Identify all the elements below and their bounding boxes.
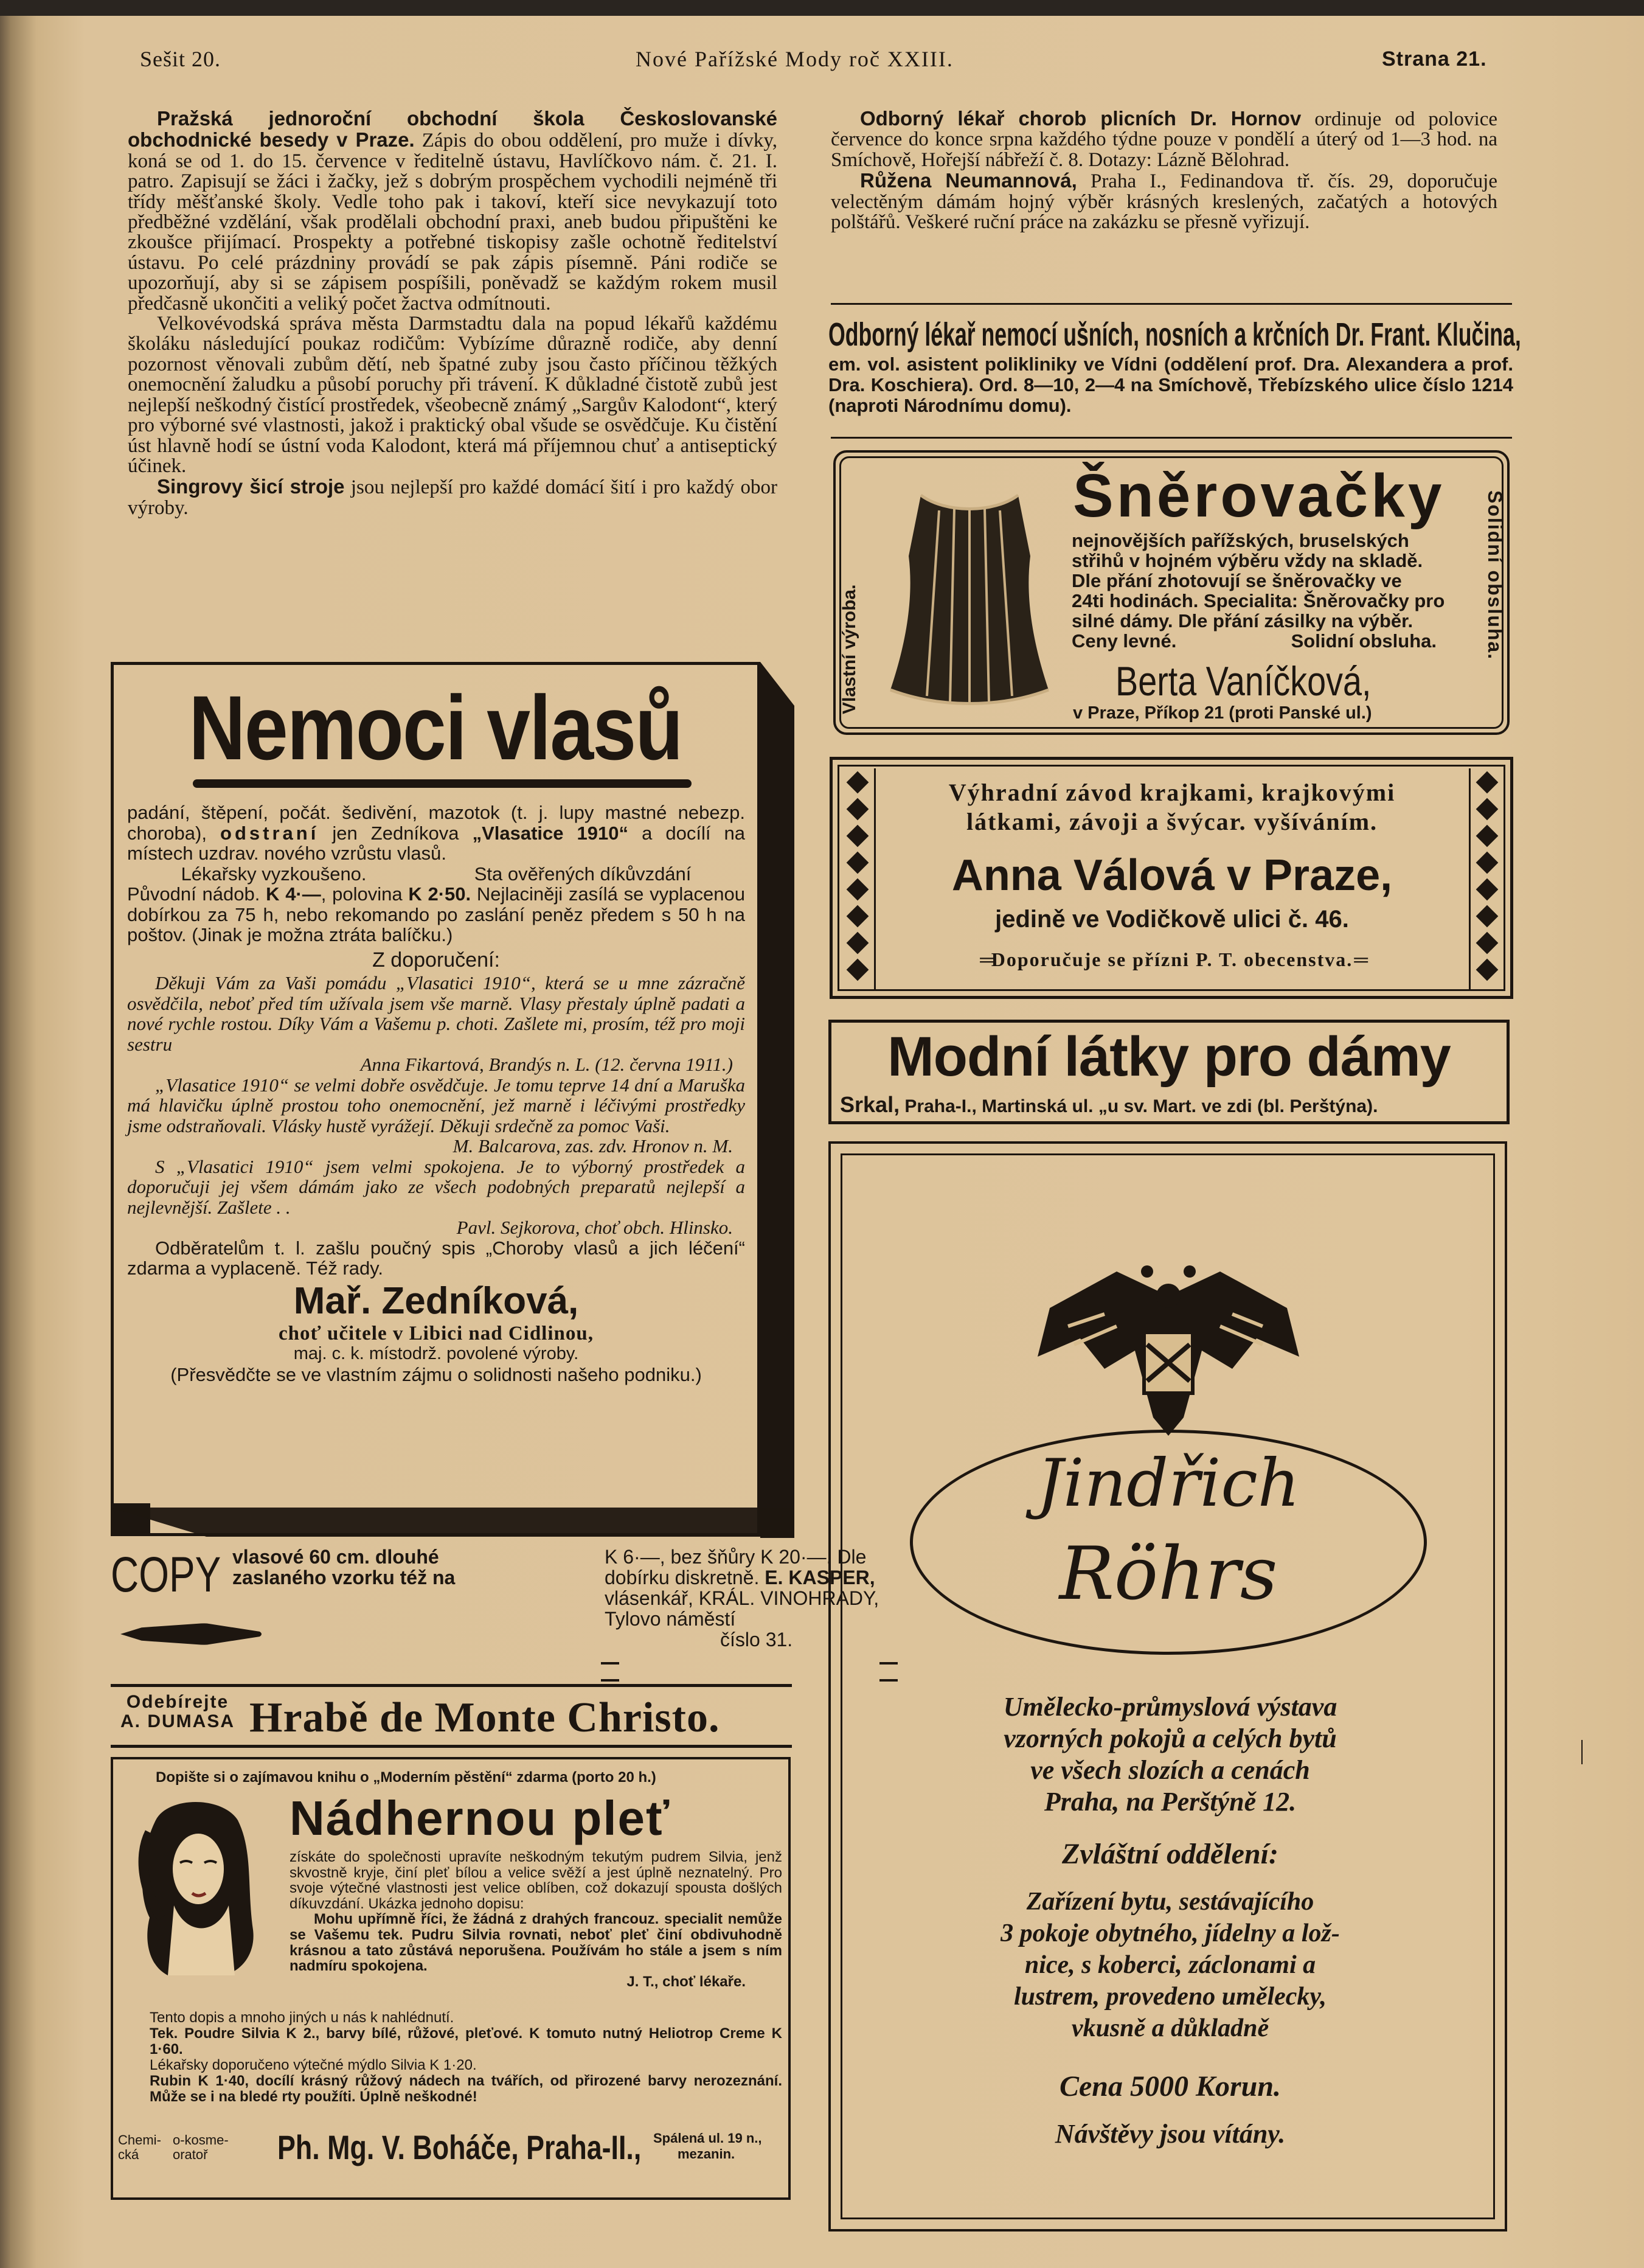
testimonial-3-signature: Pavl. Sejkorova, choť obch. Hlinsko. — [456, 1217, 733, 1238]
divider — [111, 1745, 792, 1748]
rohrs-visit: Návštěvy jsou vítány. — [1055, 2119, 1286, 2149]
scan-top-edge — [0, 0, 1644, 16]
testimonial-2-signature: M. Balcarova, zas. zdv. Hronov n. M. — [453, 1135, 733, 1157]
ad-monte-christo: Odebírejte A. DUMASA Hrabě de Monte Christo. — [120, 1692, 720, 1741]
ad-nemoci-title-area — [114, 665, 757, 817]
margin-mark — [1581, 1740, 1583, 1764]
ad-nemoci-shadow-bottom — [111, 1508, 794, 1537]
ad-nemoci-body: padání, štěpení, počát. šedivění, mazotok (t. j. lupy mastné nebezp. choroba), odstraní jen Zedníkova „Vlasatice 1910“ a docílí na místech uzdrav. nového vzrůstu vlasů. Lékařsky vyzkoušeno. Sta ověřených díkůvzdání Původní nádob. K 4·—, polovina K 2·50. Nejlaciněji zasílá se vyplacenou dobírkou za 75 h, nebo rekomando po zaslání peněz předem s 50 h na poštov. (Jinak je možna ztráta balíčku.) Z doporučení: Děkuji Vám za Vaši pomádu „Vlasatici 1910“, která se u mne zázračně osvědčila, neboť před tím užívala jsem vše marně. Vlasy přestaly úplně padati a nové rychle rostou. Díky Vám a Vašemu p. choti. Zašlete mi, prosím, též pro moji sestru Anna Fikartová, Brandýs n. L. (12. června 1911.) „Vlasatice 1910“ se velmi dobře osvědčuje. Je tomu teprve 14 dní a Maruška má hlavičku úplně prostou toho onemocnění, jež marně i léčivými prostředky jsme odstraňovali. Vlásky hustě vyrážejí. Děkuji srdečně za pomoc Vaši. M. Balcarova, zas. zdv. Hronov n. M. S „Vlasatici 1910“ jsem velmi spokojena. Je to výborný prostředek a doporučuji jej všem dámám jako ze všech podobných preparatů nejlepší a nejlevnější. Zašlete . . Pavl. Sejkorova, choť obch. Hlinsko. Odběratelům t. l. zašlu poučný spis „Choroby vlasů a jich léčení“ zdarma a vyplaceně. Též rady. Mař. Zedníková, choť učitele v Libici nad Cidlinou, maj. c. k. místodrž. povolené výroby. (Přesvědčte se ve vlastním zájmu o solidnosti našeho podniku.) — [127, 802, 745, 1385]
silvia-title: Nádhernou pleť — [290, 1791, 671, 1845]
rohrs-special: Zvláštní oddělení: — [1062, 1838, 1278, 1870]
article-darmstadt: Velkovévodská správa města Darmstadtu dala na popud lékařů každému školáku následující poukaz rodičům: Vybízíme důrazně rodiče, aby denní pozornost věnovali zubům dětí, neb špatné zuby jsou často příčinou těžkých onemocnění žaludku a působí poruchy při trávení. K důkladné čistotě zubů jest nejlepší neškodný čistící prostředek, všeobecně známý „Sargův Kalodont“, který pro výborné své vlastnosti, jakož i praktický obal všude se osvědčuje. Ku čistění úst hlavně hodí se ústní voda Kalodont, která má příjemnou chuť a antiseptický účinek. — [128, 313, 777, 477]
ad-nemoci-shadow-right — [760, 662, 794, 1538]
rohrs-price: Cena 5000 Korun. — [1059, 2070, 1282, 2103]
divider — [111, 1684, 792, 1687]
article-obchodni-skola: Pražská jednoroční obchodní škola Českoslovanské obchodnické besedy v Praze. Zápis do obou oddělení, pro muže i dívky, koná se od 1. do 15. července v ředitelně ústavu, Havlíčkovo nám. č. 21. I. patro. Zapisují se žáci i žačky, jež s dobrým prospěchem vychodili nejméně tři třídy měšťanské školy. Vedle toho pak i takoví, kteří sice nevykazují toto předběžné vzdělání, však prodělali obchodní praxi, aneb budou připuštěni ke zkoušce přijímací. Prospekty a potřebné tiskopisy zašle ochotně ředitelství ústavu. Po celé prázdniny provádí se pak zápis písemně. Páni rodiče se upozorňují, aby si se zápisem pospíšili, poněvadž se každým rokem musil předčasně ukončiti a veliký počet žactva odmítnouti. — [128, 107, 778, 315]
ad-snerovacky: Vlastní výroba. Solidní obsluha. Šněrovačky nejnovějších pařížských, bruselských střihů v hojném výběru vždy na skladě. Dle přání zhotovují se šněrovačky ve 24ti hodinách. Specialita: Šněrovačky pro silné dámy. Dle přání zásilky na výběr. Ceny levné. Solidní obsluha. Berta Vaníčková, v Praze, Příkop 21 (proti Panské ul.) — [833, 450, 1510, 735]
article-dr-hornov: Odborný lékař chorob plicních Dr. Hornov ordinuje od polovice července do konce srpna každého týdne pouze v pondělí a úterý od 1—3 hod. na Smíchově, Hořejší nábřeží č. 8. Dotazy: Lázně Bělohrad. — [831, 107, 1497, 171]
snerovacky-name: Berta Vaníčková, — [1115, 658, 1372, 704]
testimonial-2: „Vlasatice 1910“ se velmi dobře osvědčuje. Je tomu teprve 14 dní a Maruška má hlavičku úplně prostou toho onemocnění, jež marně i léčivými prostředky jsme odstraňovali. Vlásky hustě vyrážejí. Děkuji srdečně za pomoc Vaši. — [127, 1074, 745, 1136]
advertiser-sub2: maj. c. k. místodrž. povolené výroby. — [293, 1344, 579, 1363]
ad-rohrs: Jindřich Röhrs Umělecko-průmyslová výstava vzorných pokojů a celých bytů ve všech slozích a cenách Praha, na Perštýně 12. Zvláštní oddělení: Zařízení bytu, sestávajícího 3 pokoje obytného, jídelny a lož- nice, s koberci, záclonami a lustrem, provedeno umělecky, vkusně a důkladně Cena 5000 Korun. Návštěvy jsou vítány. — [828, 1141, 1507, 2231]
rohrs-logo-last: Röhrs — [1059, 1532, 1278, 1616]
testimonial-1: Děkuji Vám za Vaši pomádu „Vlasatici 1910“, která se u mne zázračně osvědčila, neboť před tím užívala jsem vše marně. Vlasy přestaly úplně padati a nové rychle rostou. Díky Vám a Vašemu p. choti. Zašlete mi, prosím, též pro moji sestru — [127, 972, 745, 1055]
header-page: Strana 21. — [1382, 47, 1487, 71]
testimonial-1-signature: Anna Fikartová, Brandýs n. L. (12. června 1911.) — [360, 1054, 733, 1075]
testimonial-3: S „Vlasatici 1910“ jsem velmi spokojena. Je to výborný prostředek a doporučuji jej všem dámám jako ze všech podobných preparatů nejlepší a nejlevnější. Zašlete . . — [127, 1155, 745, 1218]
diamond-column-right — [1469, 768, 1504, 990]
divider — [831, 437, 1512, 439]
ad-nemoci-title: Nemoci vlasů — [189, 677, 682, 779]
ad-klucina: Odborný lékař nemocí ušních, nosních a krčních Dr. Frant. Klučina, em. vol. asistent polikliniky ve Vídni (oddělení prof. Dra. Alexandera a prof. Dra. Koschiera). Ord. 8—10, 2—4 na Smíchově, Třebízského ulice číslo 1214 (naproti Národnímu domu). — [828, 316, 1521, 416]
title-underline — [193, 779, 692, 788]
vertical-vlastni-vyroba: Vlastní výroba. — [839, 584, 859, 714]
ad-modni-latky: Modní látky pro dámy Srkal, Praha-I., Martinská ul. „u sv. Mart. ve zdi (bl. Perštýna). — [828, 1020, 1510, 1124]
hair-braid-icon — [120, 1623, 262, 1645]
left-column-text — [128, 108, 777, 518]
advertiser-sub1: choť učitele v Libici nad Cidlinou, — [279, 1322, 594, 1344]
article-neumannova: Růžena Neumannová, Praha I., Fedinandova tř. čís. 29, doporučuje velectěným dámám hojný výběr krásných kreslených, začatých a hotových polštářů. Veškeré ruční práce na zakázku se přesně vyřizují. — [831, 169, 1497, 234]
rohrs-logo-oval — [910, 1430, 1427, 1655]
ad-nemoci-vlasu — [111, 662, 760, 1536]
valova-name: Anna Válová v Praze, — [951, 851, 1393, 900]
ornament-icon — [601, 1662, 619, 1682]
woman-portrait-icon — [131, 1796, 259, 1978]
advertiser-name: Mař. Zedníková, — [293, 1279, 579, 1322]
silvia-pharmacy: Ph. Mg. V. Boháče, Praha-II., — [277, 2128, 642, 2166]
klucina-title: Odborný lékař nemocí ušních, nosních a krčních Dr. Frant. Klučina, — [828, 316, 1521, 353]
rohrs-logo-first: Jindřich — [1036, 1445, 1300, 1522]
odberatelum-note: Odběratelům t. l. zašlu poučný spis „Choroby vlasů a jich léčení“ zdarma a vyplaceně. Též rady. — [127, 1237, 745, 1279]
divider — [831, 303, 1512, 305]
vertical-solidni-obsluha: Solidní obsluha. — [1484, 490, 1506, 661]
silvia-top: Dopište si o zajímavou knihu o „Moderním pěstění“ zdarma (porto 20 h.) — [156, 1769, 656, 1786]
eagle-emblem-icon — [1032, 1259, 1305, 1442]
advertiser-sub3: (Přesvědčte se ve vlastním zájmu o solidnosti našeho podniku.) — [170, 1363, 702, 1385]
header-title: Nové Pařížské Mody roč XXIII. — [636, 47, 954, 71]
snerovacky-addr: v Praze, Příkop 21 (proti Panské ul.) — [1073, 703, 1372, 723]
diamond-column-left — [841, 768, 876, 990]
ad-valova: Výhradní závod krajkami, krajkovými látkami, závoji a švýcar. vyšíváním. Anna Válová v Praze, jedině ve Vodičkově ulici č. 46. ═ Doporučuje se přízni P. T. obecenstva. ═ — [830, 757, 1513, 999]
ad-copy: COPY vlasové 60 cm. dlouhé zaslaného vzorku též na K 6·—, bez šňůry K 20·—. Dle dobírku diskretně. E. KASPER, vlásenkář, KRÁL. VINOHRADY, Tylovo náměstí číslo 31. — [111, 1546, 792, 1679]
article-singer: Singrovy šicí stroje jsou nejlepší pro každé domácí šití i pro každý obor výroby. — [128, 475, 777, 519]
corset-icon — [878, 471, 1061, 714]
ad-silvia: Dopište si o zajímavou knihu o „Moderním pěstění“ zdarma (porto 20 h.) Nádhernou pleť získáte do společnosti upravíte neškodným tekutým pudrem Silvia, jenž skvostně kryje, činí pleť bílou a velice svěží a jest úplně neznatelný. Pro svoje výtečné vlastnosti jest velice oblíben, což dokazují spousta došlých díkuvzdání. Ukázka jednoho dopisu: Mohu upřímně říci, že žádná z drahých francouz. specialit nemůže se Vašemu tek. Pudru Silvia rovnati, neboť pleť činí obdivuhodně krásnou a tato zůstává neporušena. Používám ho stále a jsem s ním nadmíru spokojena. J. T., choť lékaře. Tento dopis a mnoho jiných u nás k nahlédnutí. Tek. Poudre Silvia K 2., barvy bílé, růžové, pleťové. K tomuto nutný Heliotrop Creme K 1·60. Lékařsky doporučeno výtečné mýdlo Silvia K 1·20. Rubin K 1·40, docílí krásný růžový nádech na tvářích, od přirozené barvy nerozeznání. Může se i na bledé rty použíti. Úplně neškodné! Chemi- cká o-kosme- oratoř Ph. Mg. V. Boháče, Praha-II., Spálená ul. 19 n., mezanin. — [111, 1757, 791, 2200]
modni-title: Modní látky pro dámy — [887, 1026, 1451, 1088]
right-column-text — [831, 108, 1497, 232]
header-issue: Sešit 20. — [140, 47, 221, 71]
ad-copy-word: COPY — [111, 1547, 221, 1602]
snerovacky-title: Šněrovačky — [1073, 462, 1445, 530]
monte-title: Hrabě de Monte Christo. — [249, 1694, 720, 1741]
z-doporuceni: Z doporučení: — [372, 948, 500, 972]
